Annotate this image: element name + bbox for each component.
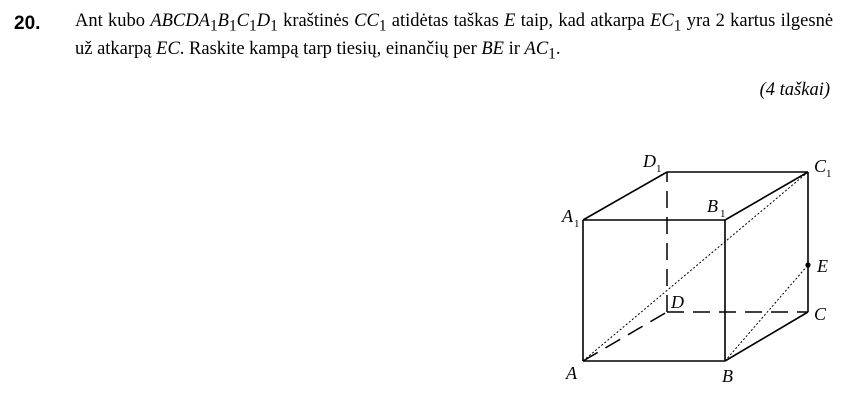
problem-number: 20. [14, 13, 41, 34]
label-A1-sub: 1 [574, 218, 580, 230]
label-B: B [722, 366, 733, 386]
label-D1-sub: 1 [656, 163, 662, 175]
edge-D1A1 [583, 172, 667, 220]
label-E: E [817, 256, 828, 276]
label-C1-sub: 1 [826, 168, 832, 180]
label-D: D [671, 292, 684, 312]
edge-AD-hidden [583, 312, 667, 361]
edge-B1C1 [725, 172, 808, 220]
label-B1: B [707, 196, 718, 216]
point-E [805, 262, 810, 267]
problem-statement: Ant kubo $ABCDA_1B_1C_1D_1$ kraštinės $CC_1$ atidėtas taškas E taip, kad atkarpa $EC_1$ yra 2 kartus ilgesnė už atkarpą EC. Raskite kampą tarp tiesių, einančių per BE ir $AC_1$. [75, 11, 834, 63]
label-D1: D [643, 151, 656, 171]
points-label: (4 taškai) [759, 80, 830, 100]
label-C: C [814, 304, 827, 324]
label-A: A [566, 363, 577, 383]
label-B1-sub: 1 [720, 208, 726, 220]
edge-BC [725, 312, 808, 361]
cube-figure [540, 140, 840, 400]
label-A1: A [562, 206, 573, 226]
segment-BE [725, 265, 808, 361]
label-C1: C [814, 156, 827, 176]
